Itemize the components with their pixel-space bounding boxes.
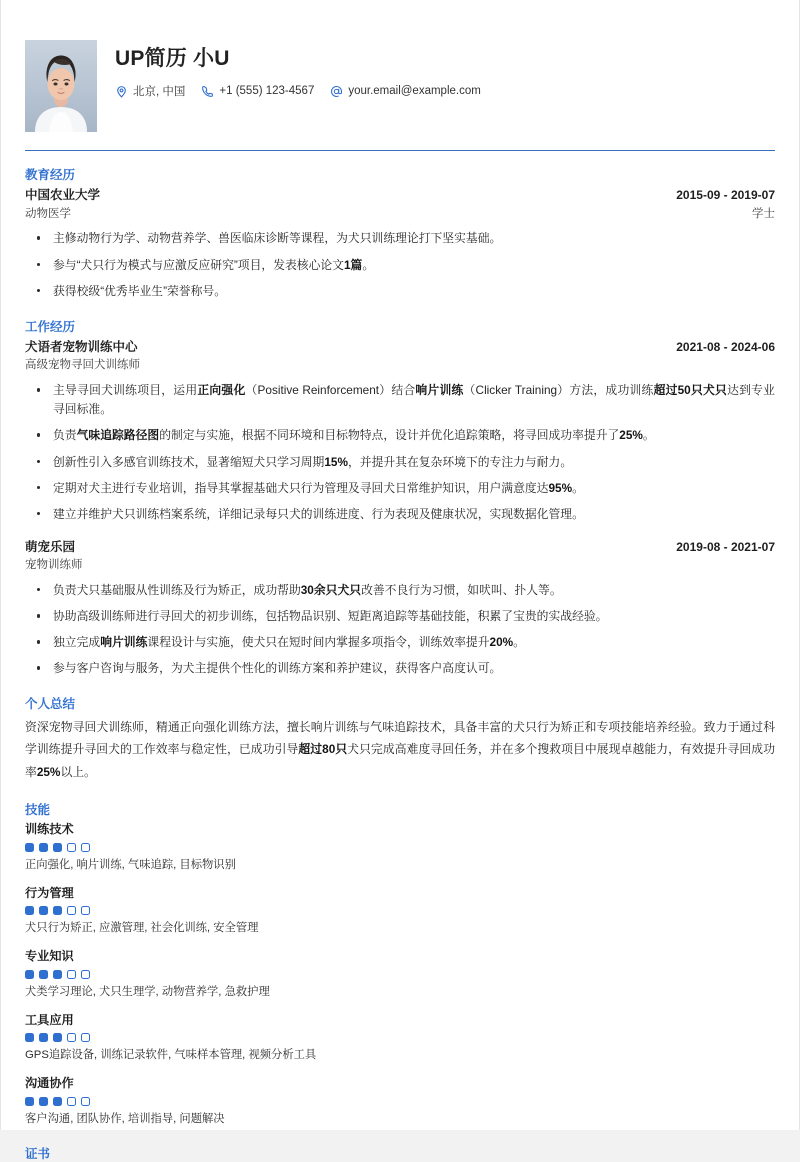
resume-header	[25, 40, 775, 150]
rating-dot-filled	[53, 906, 62, 915]
work-role: 宠物训练师	[25, 559, 83, 572]
work-role: 高级宠物寻回犬训练师	[25, 359, 140, 372]
rating-dot-filled	[25, 1097, 34, 1106]
work-org: 萌宠乐园	[25, 539, 76, 554]
skill-name: 专业知识	[25, 949, 74, 964]
rating-dot-empty	[67, 1033, 76, 1042]
education-org: 中国农业大学	[25, 188, 101, 203]
section-title-summary: 个人总结	[25, 697, 76, 712]
skill-items: GPS追踪设备, 训练记录软件, 气味样本管理, 视频分析工具	[25, 1049, 317, 1062]
list-item: 定期对犬主进行专业培训，指导其掌握基础犬只行为管理及寻回犬日常维护知识，用户满意度达95%。	[25, 479, 775, 498]
page-title: UP简历 小U	[115, 47, 230, 70]
rating-dot-filled	[53, 970, 62, 979]
skill-items: 犬只行为矫正, 应激管理, 社会化训练, 安全管理	[25, 922, 259, 935]
contact-email-text: your.email@example.com	[348, 85, 481, 98]
rating-dot-filled	[25, 843, 34, 852]
rating-dot-filled	[25, 970, 34, 979]
section-work	[25, 319, 775, 679]
contact-location-text: 北京, 中国	[133, 86, 186, 99]
skill-block	[25, 948, 775, 1001]
avatar	[25, 40, 97, 132]
skill-rating	[25, 970, 775, 979]
contact-location	[115, 83, 185, 99]
rating-dot-filled	[25, 906, 34, 915]
header-divider	[25, 150, 775, 151]
contact-phone	[201, 85, 314, 98]
summary-text: 资深宠物寻回犬训练师，精通正向强化训练方法，擅长响片训练与气味追踪技术，具备丰富的犬只行为矫正和专项技能培养经验。致力于通过科学训练提升寻回犬的工作效率与稳定性，已成功引导超过80只犬只完成高难度寻回任务，并在多个搜救项目中展现卓越能力，有效提升寻回成功率25%以上。	[25, 719, 775, 780]
email-at-icon	[330, 85, 343, 98]
contact-phone-text: +1 (555) 123-4567	[219, 85, 315, 98]
skill-items: 客户沟通, 团队协作, 培训指导, 问题解决	[25, 1113, 225, 1126]
work-org: 犬语者宠物训练中心	[25, 340, 138, 355]
rating-dot-filled	[39, 1033, 48, 1042]
section-title-education: 教育经历	[25, 168, 76, 182]
list-item: 主修动物行为学、动物营养学、兽医临床诊断等课程，为犬只训练理论打下坚实基础。	[25, 229, 775, 248]
education-entry	[25, 186, 775, 301]
skill-block	[25, 821, 775, 874]
phone-icon	[201, 85, 214, 98]
skill-block	[25, 1075, 775, 1128]
list-item: 参与“犬只行为模式与应激反应研究”项目，发表核心论文1篇。	[25, 256, 775, 275]
skill-name: 沟通协作	[25, 1076, 74, 1091]
rating-dot-empty	[81, 970, 90, 979]
skill-name: 行为管理	[25, 885, 74, 900]
rating-dot-empty	[81, 1033, 90, 1042]
rating-dot-filled	[53, 1033, 62, 1042]
rating-dot-empty	[67, 906, 76, 915]
rating-dot-filled	[39, 843, 48, 852]
section-title-certificates: 证书	[25, 1147, 51, 1162]
work-dates: 2019-08 - 2021-07	[676, 539, 775, 554]
location-pin-icon	[115, 85, 128, 98]
skill-name: 工具应用	[25, 1012, 74, 1027]
list-item: 负责犬只基础服从性训练及行为矫正，成功帮助30余只犬只改善不良行为习惯，如吠叫、扑人等。	[25, 581, 775, 600]
rating-dot-empty	[81, 1097, 90, 1106]
list-item: 创新性引入多感官训练技术，显著缩短犬只学习周期15%，并提升其在复杂环境下的专注力与耐力。	[25, 453, 775, 472]
rating-dot-filled	[39, 906, 48, 915]
skill-items: 正向强化, 响片训练, 气味追踪, 目标物识别	[25, 858, 236, 871]
list-item: 负责气味追踪路径图的制定与实施，根据不同环境和目标物特点，设计并优化追踪策略，将寻回成功率提升了25%。	[25, 426, 775, 445]
list-item: 获得校级“优秀毕业生”荣誉称号。	[25, 282, 775, 301]
skill-rating	[25, 1033, 775, 1042]
work-bullets	[25, 581, 775, 678]
rating-dot-empty	[67, 970, 76, 979]
list-item: 建立并维护犬只训练档案系统，详细记录每只犬的训练进度、行为表现及健康状况，实现数据化管理。	[25, 505, 775, 524]
education-major: 动物医学	[25, 207, 71, 220]
work-bullets	[25, 381, 775, 524]
section-education	[25, 167, 775, 301]
work-dates: 2021-08 - 2024-06	[676, 340, 775, 355]
rating-dot-filled	[53, 1097, 62, 1106]
rating-dot-empty	[81, 906, 90, 915]
rating-dot-empty	[81, 843, 90, 852]
list-item: 参与客户咨询与服务，为犬主提供个性化的训练方案和养护建议，获得客户高度认可。	[25, 659, 775, 678]
rating-dot-empty	[67, 843, 76, 852]
skill-rating	[25, 1097, 775, 1106]
section-summary	[25, 696, 775, 783]
rating-dot-empty	[67, 1097, 76, 1106]
skill-name: 训练技术	[25, 821, 74, 836]
education-dates: 2015-09 - 2019-07	[676, 188, 775, 203]
list-item: 协助高级训练师进行寻回犬的初步训练，包括物品识别、短距离追踪等基础技能，积累了宝贵的实战经验。	[25, 607, 775, 626]
rating-dot-filled	[25, 1033, 34, 1042]
rating-dot-filled	[53, 843, 62, 852]
skill-rating	[25, 843, 775, 852]
contact-list	[115, 83, 775, 99]
section-skills	[25, 802, 775, 1128]
work-entry	[25, 338, 775, 524]
education-bullets	[25, 229, 775, 300]
skill-block	[25, 885, 775, 938]
work-entry	[25, 538, 775, 679]
rating-dot-filled	[39, 1097, 48, 1106]
list-item: 主导寻回犬训练项目，运用正向强化（Positive Reinforcement）结合响片训练（Clicker Training）方法，成功训练超过50只犬只达到专业寻回标准。	[25, 381, 775, 419]
skill-block	[25, 1012, 775, 1065]
contact-email	[330, 85, 480, 98]
section-title-work: 工作经历	[25, 319, 76, 334]
skill-rating	[25, 906, 775, 915]
list-item: 独立完成响片训练课程设计与实施，使犬只在短时间内掌握多项指令，训练效率提升20%。	[25, 633, 775, 652]
rating-dot-filled	[39, 970, 48, 979]
section-certificates	[25, 1146, 775, 1162]
education-degree: 学士	[752, 207, 775, 220]
section-title-skills: 技能	[25, 802, 51, 817]
skill-items: 犬类学习理论, 犬只生理学, 动物营养学, 急救护理	[25, 985, 270, 998]
